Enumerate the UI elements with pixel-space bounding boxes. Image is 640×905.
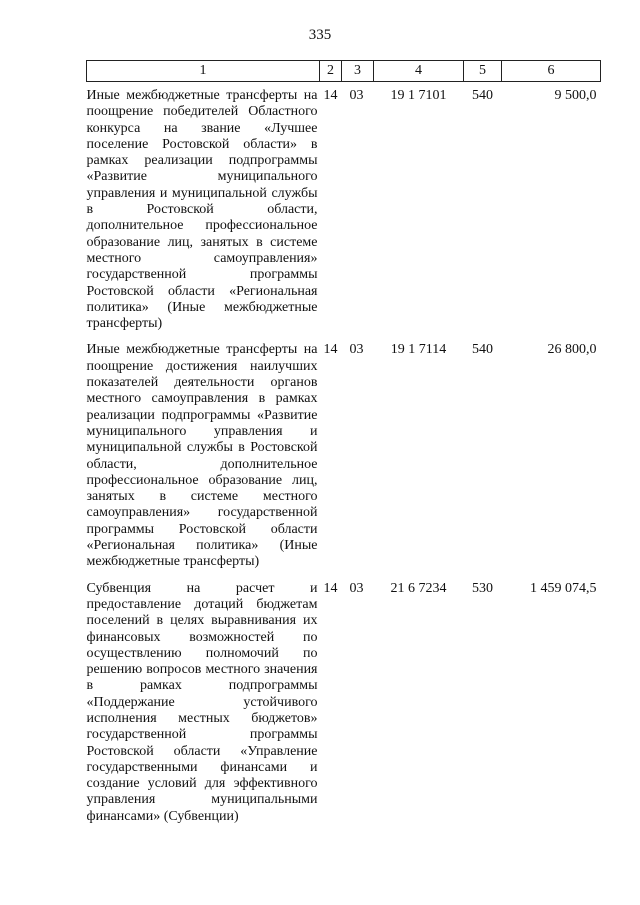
budget-table <box>86 60 601 829</box>
table-header-row <box>87 61 601 82</box>
row-section: 14 <box>323 342 338 358</box>
row-amount: 1 459 074,5 <box>530 580 597 596</box>
page-number: 335 <box>308 27 332 43</box>
row-subsection: 03 <box>349 88 364 103</box>
row-description: Иные межбюджетные трансферты на поощрение победителей Областного конкурса на звание «Лучшее поселение Ростовской области» в рамках реализации подпрограммы «Развитие муниципального управления и муниципальной службы в Ростовской области, дополнительное профессиональное образование лиц, занятых в системе местного самоуправления» государственной программы Ростовской области «Региональная политика» (Иные межбюджетные трансферты) <box>86 88 318 332</box>
row-amount: 9 500,0 <box>554 88 597 103</box>
table-row <box>87 336 601 574</box>
row-section: 14 <box>323 88 338 103</box>
header-col-6: 6 <box>502 61 601 82</box>
row-description: Субвенция на расчет и предоставление дотаций бюджетам поселений в целях выравнивания их финансовых возможностей по осуществлению полномочий по решению вопросов местного значения в рамках подпрограммы «Поддержание устойчивого исполнения местных бюджетов» государственной программы Ростовской области «Управление государственными финансами и создание условий для эффективного управления муниципальными финансами» (Субвенции) <box>86 580 318 824</box>
row-target-article: 19 1 7101 <box>390 88 447 103</box>
header-col-3: 3 <box>342 61 374 82</box>
row-section: 14 <box>323 580 338 596</box>
header-col-1: 1 <box>87 61 320 82</box>
row-expense-type: 540 <box>472 88 493 103</box>
row-target-article: 21 6 7234 <box>390 580 447 596</box>
table-row <box>87 575 601 829</box>
row-expense-type: 530 <box>472 580 493 596</box>
table-row <box>87 82 601 337</box>
row-amount: 26 800,0 <box>547 342 597 358</box>
row-description: Иные межбюджетные трансферты на поощрение достижения наилучших показателей деятельности органов местного самоуправления в рамках реализации подпрограммы «Развитие муниципального управления и муниципальной службы в Ростовской области, дополнительное профессиональное образование лиц, занятых в системе местного самоуправления» государственной программы Ростовской области «Региональная политика» (Иные межбюджетные трансферты) <box>86 342 318 570</box>
header-col-2: 2 <box>320 61 342 82</box>
row-target-article: 19 1 7114 <box>390 342 447 358</box>
row-subsection: 03 <box>349 580 364 596</box>
header-col-4: 4 <box>374 61 464 82</box>
header-col-5: 5 <box>464 61 502 82</box>
row-subsection: 03 <box>349 342 364 358</box>
row-expense-type: 540 <box>472 342 493 358</box>
